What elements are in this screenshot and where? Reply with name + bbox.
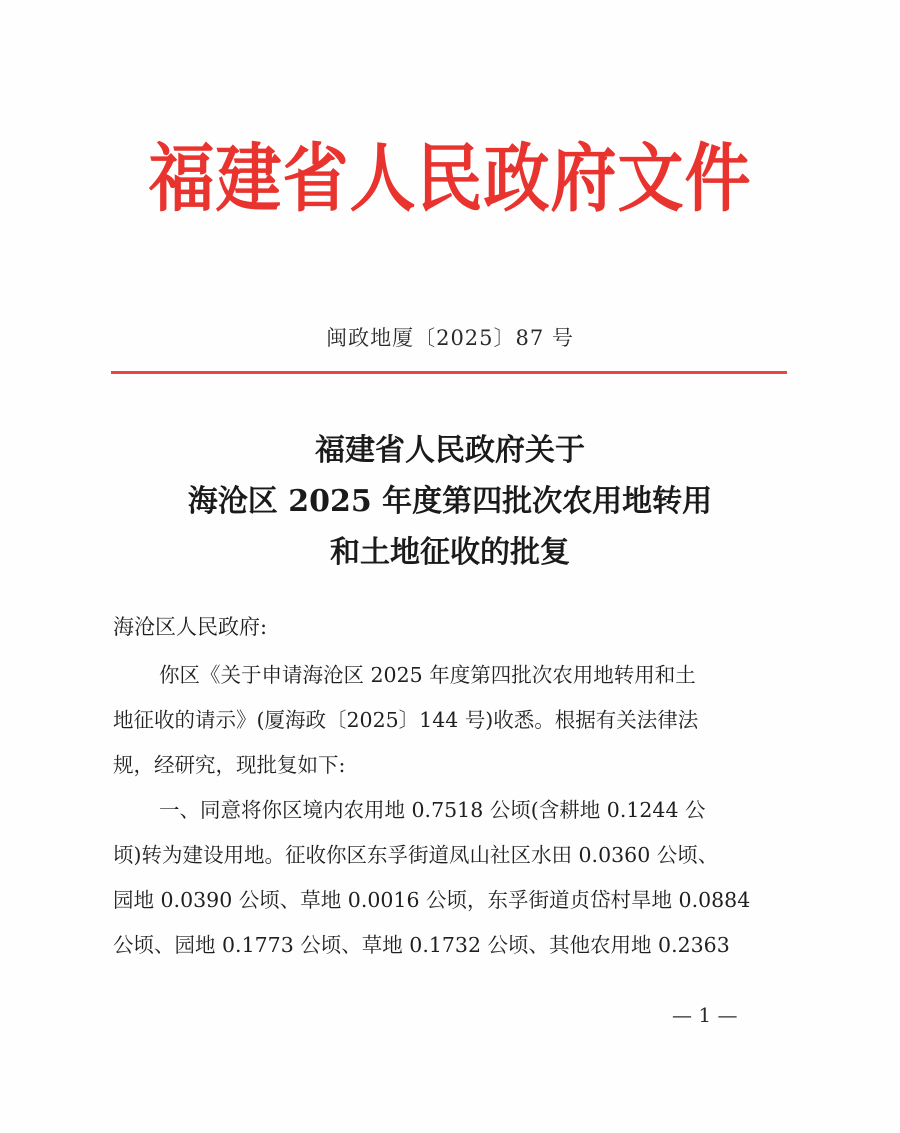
body-text [113,653,803,968]
body-line: 规，经研究，现批复如下: [113,753,346,777]
masthead-title: 福建省人民政府文件 [148,134,752,223]
title-line: 福建省人民政府关于 [315,433,585,468]
title-line: 和土地征收的批复 [330,535,570,570]
title-line: 海沧区 2025 年度第四批次农用地转用 [187,484,713,519]
body-line: 一、同意将你区境内农用地 0.7518 公顷(含耕地 0.1244 公 [159,798,706,822]
body-line: 你区《关于申请海沧区 2025 年度第四批次农用地转用和土 [159,663,696,687]
body-line: 园地 0.0390 公顷、草地 0.0016 公顷，东孚街道贞岱村旱地 0.0884 [113,888,751,912]
document-title [0,425,900,578]
body-line: 公顷、园地 0.1773 公顷、草地 0.1732 公顷、其他农用地 0.2363 [113,933,730,957]
body-line: 地征收的请示》(厦海政〔2025〕144 号)收悉。根据有关法律法 [113,708,699,732]
body-line: 顷)转为建设用地。征收你区东孚街道凤山社区水田 0.0360 公顷、 [113,843,719,867]
red-divider-line [111,371,787,374]
page-number: — 1 — [672,1003,738,1027]
addressee: 海沧区人民政府: [113,615,268,639]
document-number: 闽政地厦〔2025〕87 号 [326,326,574,350]
